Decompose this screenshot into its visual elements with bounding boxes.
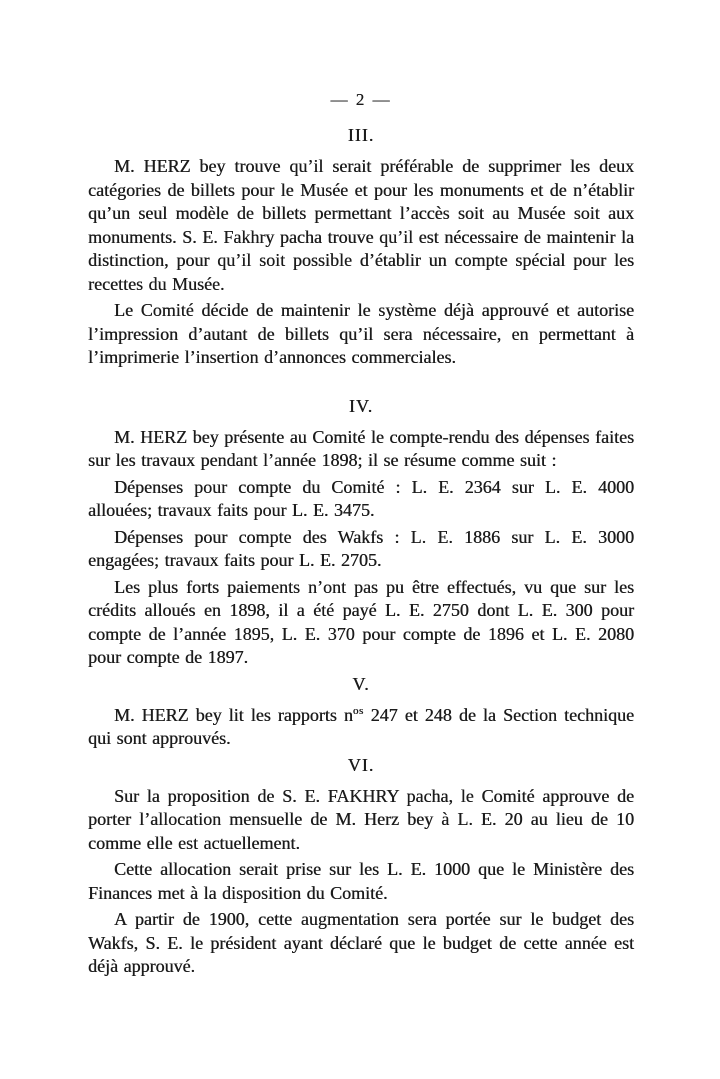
paragraph: M. HERZ bey trouve qu’il serait préférable de supprimer les deux catégories de billets pour le Musée et pour les monuments et de n’établir qu’un seul modèle de billets permettant l’accès soit au Musée soit aux monuments. S. E. Fakhry pacha trouve qu’il est nécessaire de maintenir la distinction, pour qu’il soit possible d’établir un compte spécial pour les recettes du Musée.	[88, 156, 634, 294]
paragraph: Les plus forts paiements n’ont pas pu être effectués, vu que sur les crédits alloués en 1898, il a été payé L. E. 2750 dont L. E. 300 pour compte de l’année 1895, L. E. 370 pour compte de 1896 et L. E. 2080 pour compte de 1897.	[88, 576, 634, 667]
section-iii	[88, 124, 634, 370]
section-iii-heading: III.	[347, 125, 375, 145]
paragraph	[88, 704, 634, 751]
superscript-os: os	[352, 704, 364, 717]
section-v-heading: V.	[352, 673, 370, 694]
paragraph: Le Comité décide de maintenir le système déjà approuvé et autorise l’impression d’autant de billets qu’il sera nécessaire, en permettant à l’imprimerie l’insertion d’annonces commerciales.	[88, 300, 634, 367]
paragraph: A partir de 1900, cette augmentation sera portée sur le budget des Wakfs, S. E. le président ayant déclaré que le budget de cette année est déjà approuvé.	[88, 909, 634, 976]
paragraph: Cette allocation serait prise sur les L. E. 1000 que le Ministère des Finances met à la disposition du Comité.	[88, 859, 634, 903]
section-iv	[88, 395, 634, 670]
section-vi	[88, 754, 634, 979]
page-number: — 2 —	[330, 90, 392, 109]
section-iv-heading: IV.	[348, 395, 374, 416]
paragraph: M. HERZ bey présente au Comité le compte-rendu des dépenses faites sur les travaux pendant l’année 1898; il se résume comme suit :	[88, 426, 634, 470]
section-vi-heading: VI.	[347, 754, 375, 775]
paragraph: Dépenses pour compte du Comité : L. E. 2364 sur L. E. 4000 allouées; travaux faits pour L. E. 3475.	[88, 476, 634, 520]
section-v	[88, 673, 634, 751]
paragraph: Sur la proposition de S. E. FAKHRY pacha, le Comité approuve de porter l’allocation mensuelle de M. Herz bey à L. E. 20 au lieu de 10 comme elle est actuellement.	[88, 785, 634, 853]
paragraph-text: M. HERZ bey lit les rapports n	[114, 704, 353, 725]
paragraph-text: 247 et 248 de la Section technique qui sont approuvés.	[88, 704, 634, 748]
paragraph: Dépenses pour compte des Wakfs : L. E. 1886 sur L. E. 3000 engagées; travaux faits pour L. E. 2705.	[88, 526, 634, 570]
